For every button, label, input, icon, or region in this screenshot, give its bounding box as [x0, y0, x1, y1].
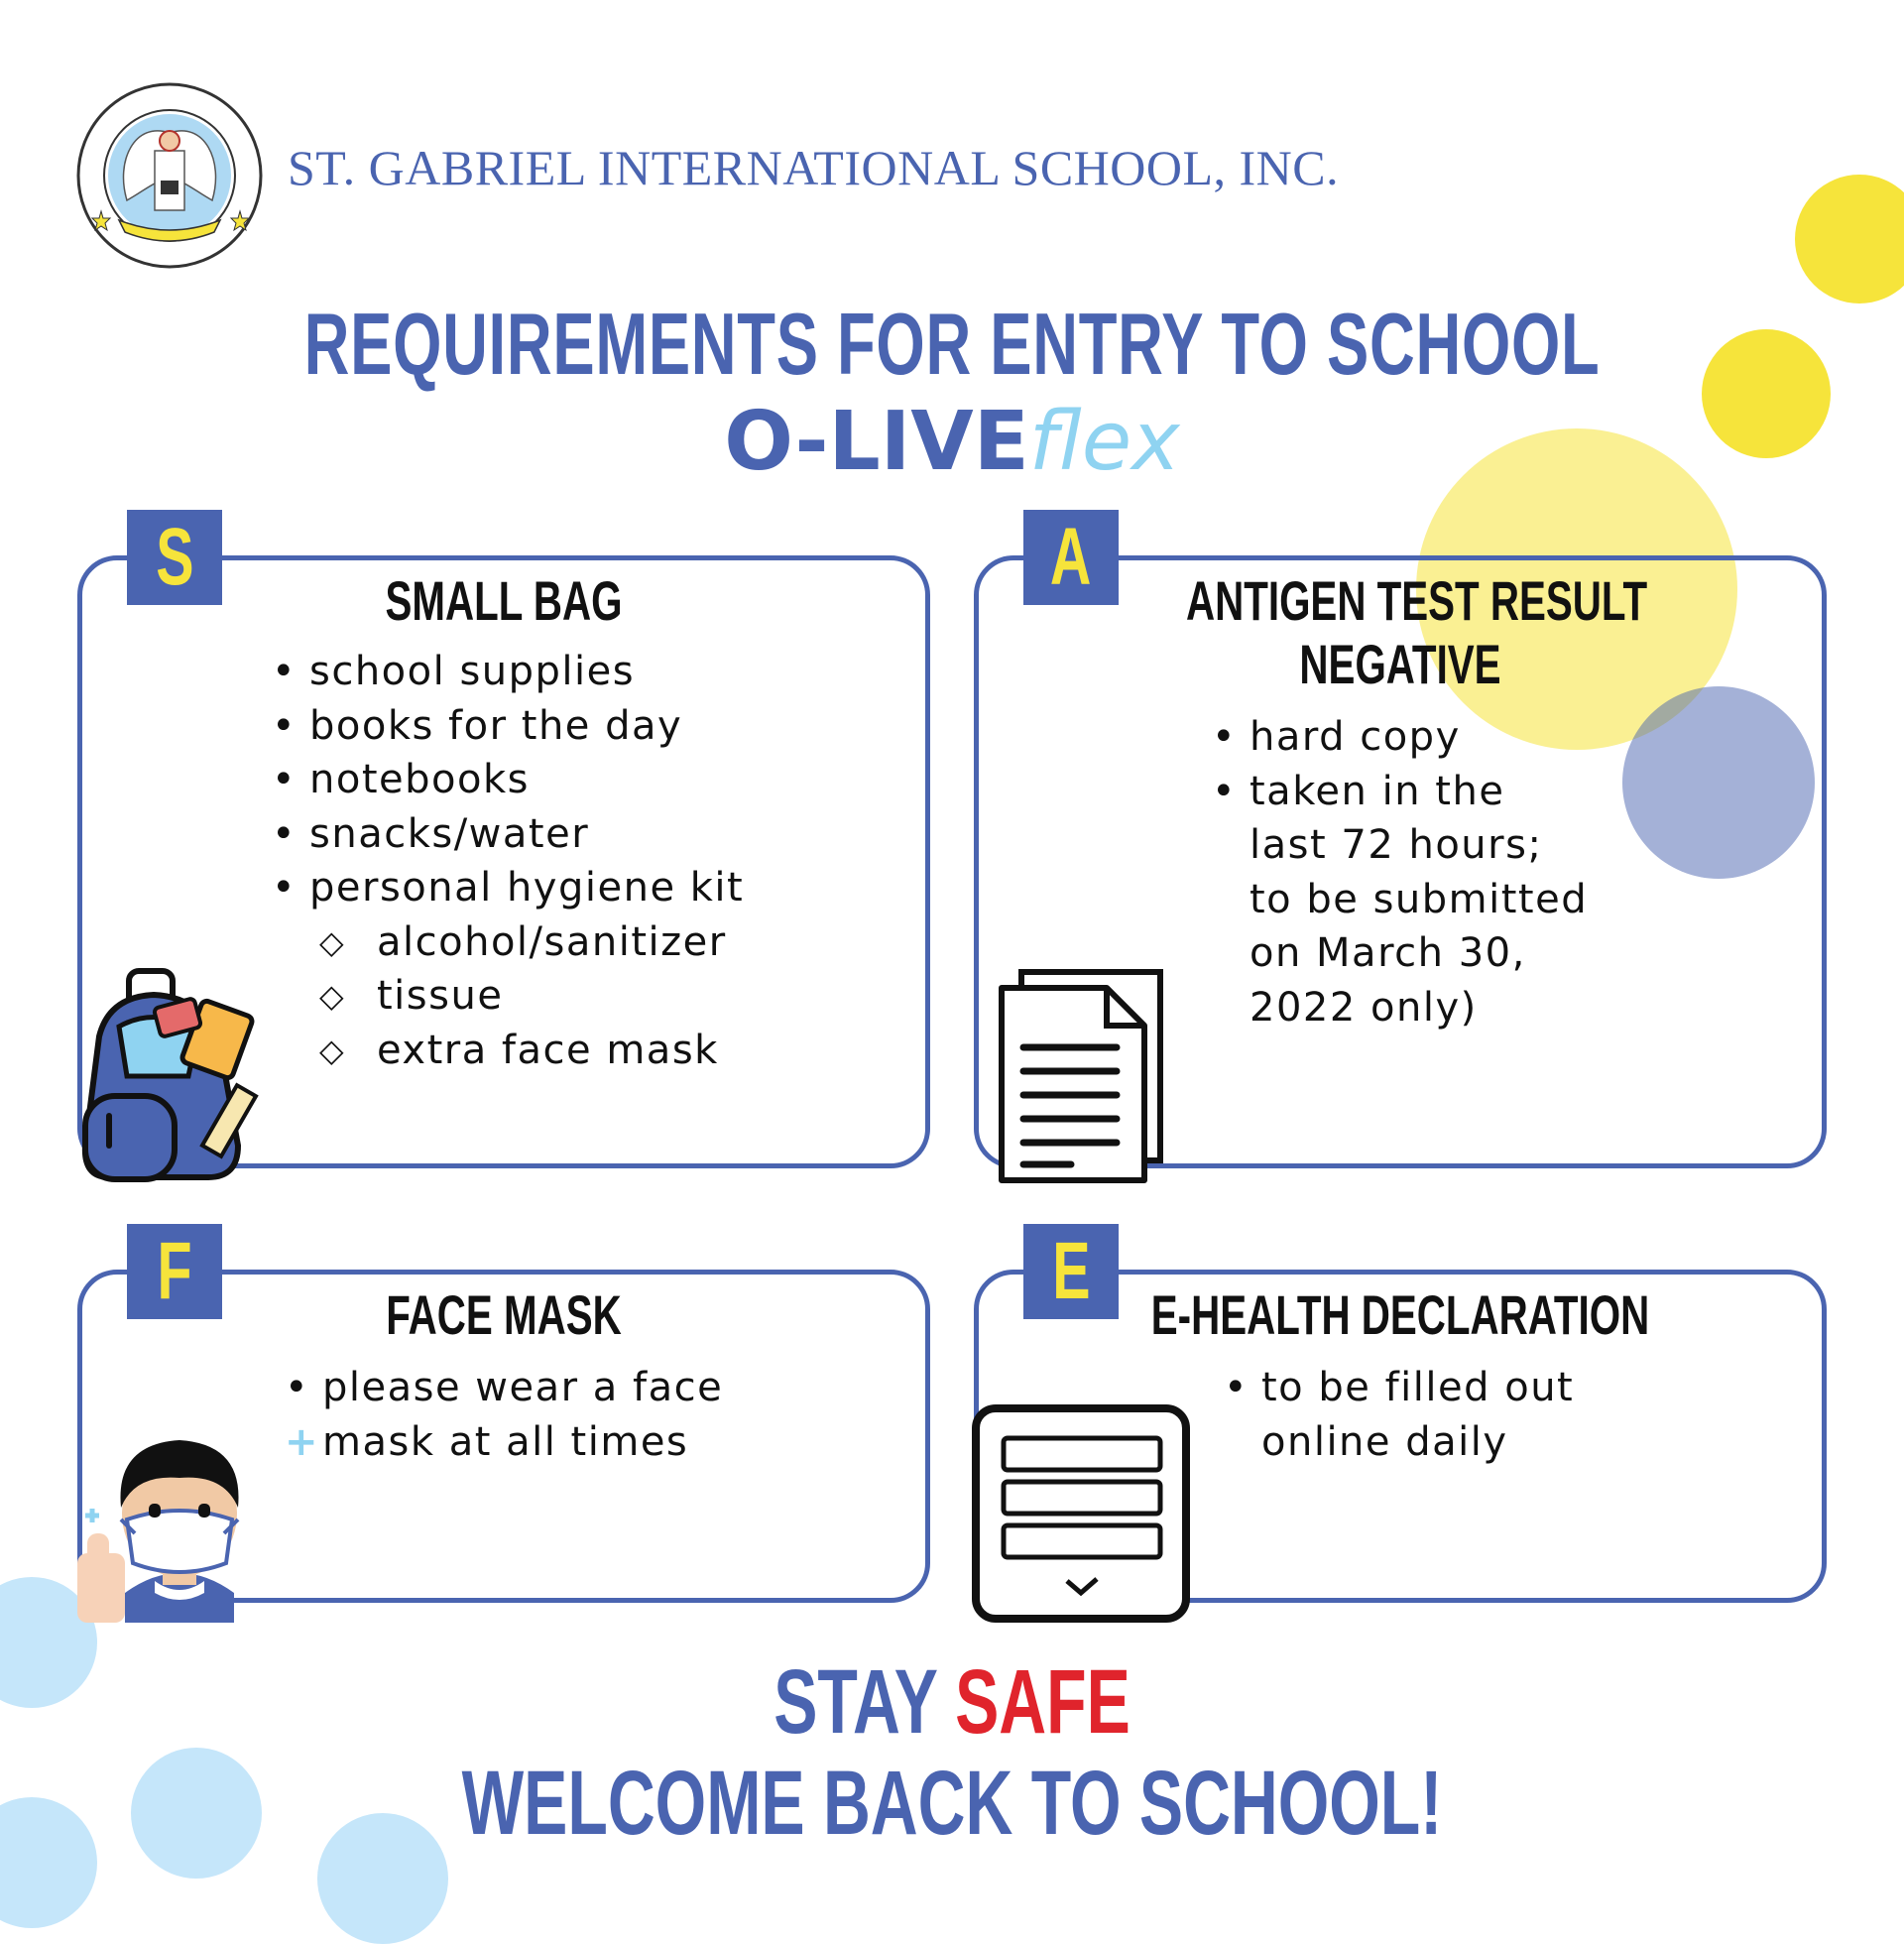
school-seal-icon	[75, 81, 264, 270]
letter-badge-f: F	[127, 1224, 222, 1319]
decor-circle-lightblue-3	[0, 1797, 97, 1928]
card-heading-e-health: E-HEALTH DECLARATION	[1150, 1283, 1650, 1346]
letter-badge-s: S	[127, 510, 222, 605]
list-item: • snacks/water	[272, 810, 590, 857]
page-title: REQUIREMENTS FOR ENTRY TO SCHOOL	[303, 295, 1601, 393]
list-item: • personal hygiene kit	[272, 865, 745, 911]
card-heading-face-mask: FACE MASK	[386, 1283, 622, 1346]
list-item: • school supplies	[272, 649, 636, 694]
card-heading-antigen-line1: ANTIGEN TEST RESULT	[1186, 569, 1648, 632]
small-bag-list	[272, 645, 745, 1077]
list-item-continuation: on March 30,	[1250, 930, 1526, 976]
footer-stay-safe: STAY SAFE	[774, 1651, 1130, 1753]
program-name-bold: O-LIVE	[724, 395, 1029, 489]
list-item-continuation: last 72 hours;	[1250, 822, 1543, 868]
face-mask-list	[285, 1361, 724, 1469]
sub-list-item: ◇ alcohol/sanitizer	[319, 918, 727, 965]
list-item-continuation: + mask at all times	[285, 1418, 689, 1465]
document-icon	[996, 966, 1164, 1186]
card-heading-antigen-line2: NEGATIVE	[1299, 633, 1501, 695]
list-item: • notebooks	[272, 757, 530, 802]
card-heading-small-bag: SMALL BAG	[385, 569, 623, 632]
list-item: • please wear a face	[285, 1365, 724, 1410]
backpack-icon	[79, 967, 293, 1185]
list-item: • taken in the	[1212, 768, 1505, 814]
program-name	[0, 395, 1904, 489]
footer-welcome: WELCOME BACK TO SCHOOL!	[461, 1753, 1443, 1854]
list-item: • books for the day	[272, 702, 683, 749]
masked-boy-icon	[75, 1404, 284, 1623]
sub-list-item: ◇ tissue	[319, 973, 504, 1019]
letter-badge-e: E	[1023, 1224, 1119, 1319]
list-item: • to be filled out	[1224, 1365, 1575, 1410]
school-name: ST. GABRIEL INTERNATIONAL SCHOOL, INC.	[288, 140, 1340, 195]
letter-badge-a: A	[1023, 510, 1119, 605]
decor-circle-lightblue-2	[131, 1748, 262, 1879]
list-item-continuation: online daily	[1261, 1418, 1508, 1465]
e-health-list	[1224, 1361, 1575, 1469]
list-item: • hard copy	[1212, 714, 1461, 760]
program-name-italic: flex	[1028, 395, 1180, 489]
online-form-icon	[972, 1404, 1190, 1623]
antigen-list	[1212, 710, 1589, 1034]
decor-circle-yellow-top	[1795, 175, 1904, 304]
list-item-continuation: 2022 only)	[1250, 984, 1478, 1031]
list-item-continuation: to be submitted	[1250, 876, 1589, 922]
footer-safe-word: SAFE	[955, 1651, 1130, 1753]
sub-list-item: ◇ extra face mask	[319, 1027, 719, 1073]
